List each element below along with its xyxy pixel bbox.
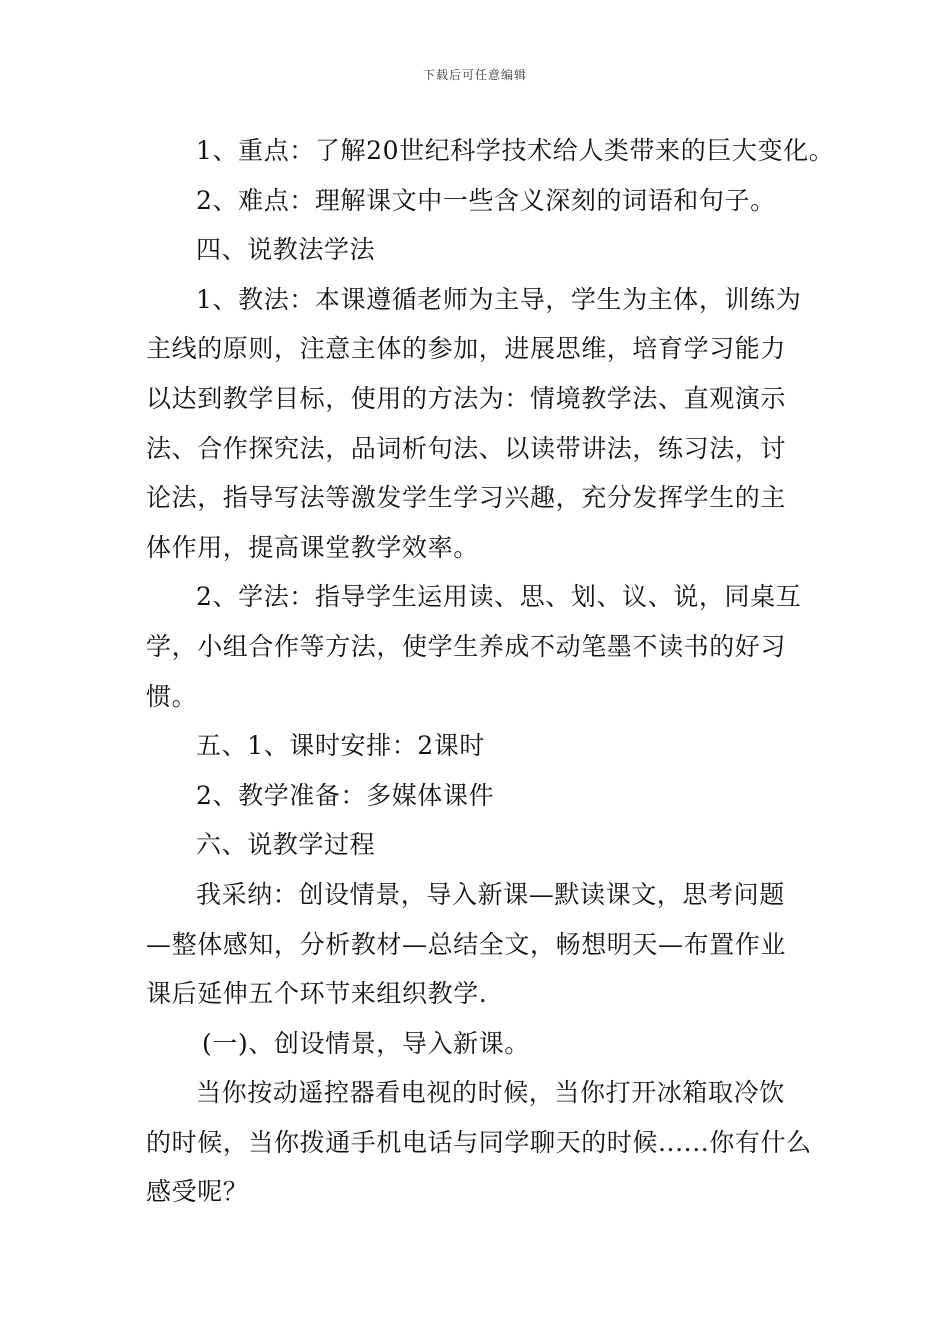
text-line: 2、教学准备：多媒体课件 [196,780,495,810]
text-line: 2、学法：指导学生运用读、思、划、议、说，同桌互 [196,582,802,612]
difficulty-paragraph [146,176,816,226]
text-line: 1、重点：了解20世纪科学技术给人类带来的巨大变化。 [196,136,835,165]
section-heading-process [146,820,816,870]
intro-question-paragraph [146,1068,816,1217]
text-line: 法、合作探究法，品词析句法、以读带讲法，练习法，讨 [146,433,787,463]
section-heading: 四、说教法学法 [196,235,376,265]
text-line: 论法，指导写法等激发学生学习兴趣，充分发挥学生的主 [146,483,787,513]
text-line: 1、教法：本课遵循老师为主导，学生为主体，训练为 [196,284,802,314]
text-line: 体作用，提高课堂教学效率。 [146,532,479,562]
text-line: 惯。 [146,681,198,711]
section-heading: 六、说教学过程 [196,830,376,860]
section-heading-methods [146,225,816,275]
process-overview-paragraph [146,870,816,1019]
text-line: 主线的原则，注意主体的参加，进展思维，培育学习能力 [146,334,787,364]
teaching-method-paragraph [146,275,816,573]
text-line: 以达到教学目标，使用的方法为：情境教学法、直观演示 [146,383,787,413]
schedule-paragraph [146,721,816,771]
preparation-paragraph [146,771,816,821]
key-point-paragraph [146,126,835,176]
learning-method-paragraph [146,572,816,721]
text-line: 课后延伸五个环节来组织教学. [146,979,488,1009]
text-line: —整体感知，分析教材—总结全文，畅想明天—布置作业 [146,929,787,959]
page-header: 下载后可任意编辑 [422,68,527,82]
text-line: 学，小组合作等方法，使学生养成不动笔墨不读书的好习 [146,631,787,661]
text-line: 我采纳：创设情景，导入新课—默读课文，思考问题 [196,879,785,909]
document-body [146,126,835,1217]
subsection-heading-intro [146,1019,816,1069]
text-line: 当你按动遥控器看电视的时候，当你打开冰箱取冷饮 [196,1078,785,1108]
subsection-heading: (一)、创设情景，导入新课。 [202,1028,530,1058]
text-line: 的时候，当你拨通手机电话与同学聊天的时候......你有什么 [146,1127,812,1157]
text-line: 2、难点：理解课文中一些含义深刻的词语和句子。 [196,185,776,215]
text-line: 感受呢？ [146,1177,249,1207]
section-heading: 五、1、课时安排：2课时 [196,731,486,761]
